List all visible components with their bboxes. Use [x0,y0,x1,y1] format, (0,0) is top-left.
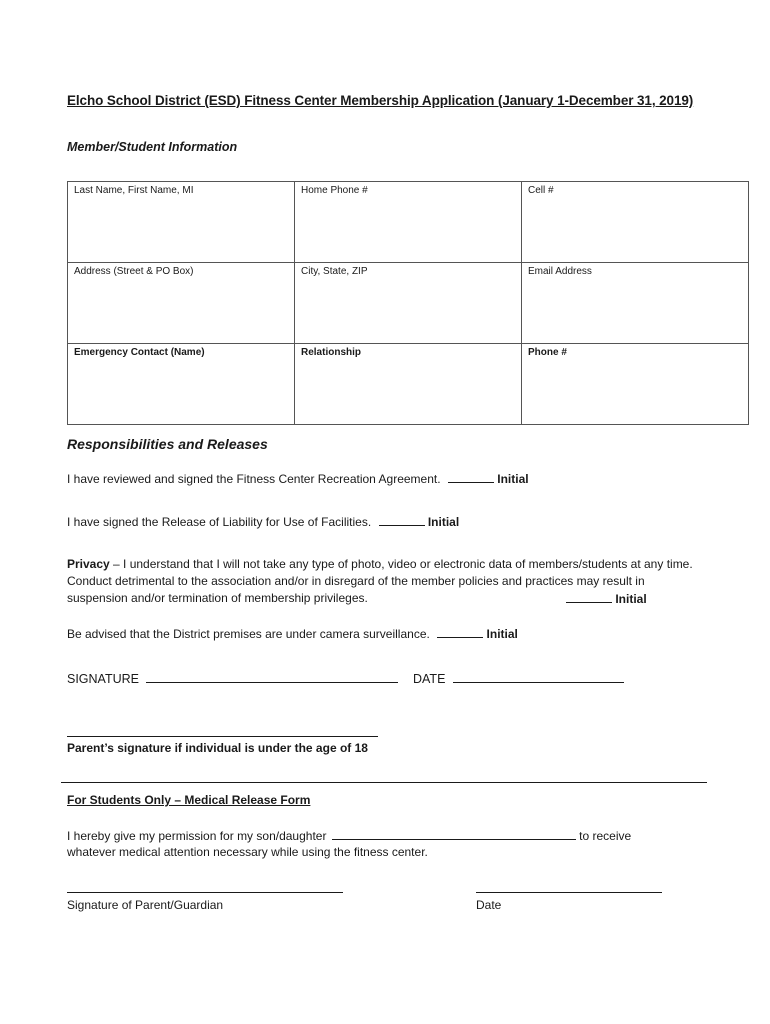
table-row [68,182,749,263]
field-label: Relationship [301,347,362,358]
field-label: Home Phone # [301,185,368,196]
member-info-heading: Member/Student Information [67,140,238,154]
initial-label: Initial [497,472,529,486]
agreement-initial-blank[interactable] [448,471,494,483]
guardian-signature-line[interactable] [67,892,343,893]
date-line[interactable] [453,671,624,683]
relationship-field[interactable] [295,344,522,425]
signature-line[interactable] [146,671,398,683]
emergency-phone-field[interactable] [522,344,749,425]
signature-label: SIGNATURE [67,672,139,686]
guardian-date-label: Date [476,898,502,912]
initial-label: Initial [615,592,647,606]
field-label: Address (Street & PO Box) [74,266,194,277]
field-label: Phone # [528,347,567,358]
medical-text-after: to receive [579,829,632,843]
child-name-line[interactable] [332,828,576,840]
privacy-text: – I understand that I will not take any type of photo, video or electronic data of members/students at any time. Conduct detrimental to the association and/or in disregard of the member policies and practices may result in suspension and/or termination of membership privileges. [67,557,693,605]
initial-label: Initial [486,627,518,641]
surveillance-statement [67,626,518,641]
privacy-initial [566,591,647,606]
initial-label: Initial [427,515,460,529]
agreement-text: I have reviewed and signed the Fitness Center Recreation Agreement. [67,472,441,486]
field-label: City, State, ZIP [301,266,368,277]
release-initial-blank[interactable] [379,514,425,526]
medical-permission-line2: whatever medical attention necessary while using the fitness center. [67,845,428,859]
medical-text-before: I hereby give my permission for my son/daughter [67,829,327,843]
signature-row [67,671,398,686]
responsibilities-heading: Responsibilities and Releases [67,436,268,452]
release-text: I have signed the Release of Liability for Use of Facilities. [67,515,372,529]
medical-release-heading: For Students Only – Medical Release Form [67,793,311,807]
privacy-initial-blank[interactable] [566,591,612,603]
emergency-contact-field[interactable] [68,344,295,425]
field-label: Cell # [528,185,554,196]
guardian-signature-label: Signature of Parent/Guardian [67,898,224,912]
email-field[interactable] [522,263,749,344]
field-label: Emergency Contact (Name) [74,347,205,358]
cell-field[interactable] [522,182,749,263]
privacy-label: Privacy [67,557,110,571]
table-row [68,263,749,344]
parent-signature-line[interactable] [67,736,378,737]
city-state-zip-field[interactable] [295,263,522,344]
document-title: Elcho School District (ESD) Fitness Center Membership Application (January 1-December 31, 2019) [67,93,694,108]
parent-signature-label: Parent’s signature if individual is under the age of 18 [67,741,368,755]
date-row [413,671,624,686]
name-field[interactable] [68,182,295,263]
table-row [68,344,749,425]
field-label: Last Name, First Name, MI [74,185,194,196]
address-field[interactable] [68,263,295,344]
date-label: DATE [413,672,446,686]
surveillance-initial-blank[interactable] [437,626,483,638]
release-statement [67,514,459,529]
member-info-table [67,181,749,425]
agreement-statement [67,471,529,486]
home-phone-field[interactable] [295,182,522,263]
field-label: Email Address [528,266,592,277]
section-divider [61,782,707,783]
guardian-date-line[interactable] [476,892,662,893]
surveillance-text: Be advised that the District premises are under camera surveillance. [67,627,430,641]
medical-permission-line1 [67,828,631,843]
